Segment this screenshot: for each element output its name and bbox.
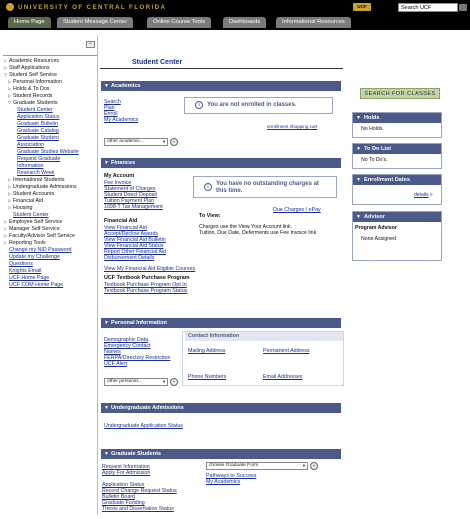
sidebar-item-association[interactable]: Association [17, 142, 45, 148]
to-view-label: To View: [199, 213, 221, 219]
mailing-address-link[interactable]: Mailing Address [188, 348, 226, 354]
aid-links [104, 225, 166, 261]
ucf-badge[interactable]: UCF [353, 3, 371, 11]
my-academics-link-2[interactable]: My Academics [206, 479, 241, 485]
sidebar-item-undergraduate-admissions[interactable]: ▷ Undergraduate Admissions [8, 184, 77, 190]
ferpa-link[interactable]: FERPA/Directory Restriction [104, 355, 171, 361]
collapsed-arrow-icon: ▷ [8, 191, 12, 196]
sidebar-item-staff-applications[interactable]: ▷ Staff Applications [4, 65, 50, 71]
charges-info-text: You have no outstanding charges at this time. [216, 181, 319, 194]
sidebar-item-student-center-2[interactable]: Student Center [13, 212, 49, 218]
demographic-data-link[interactable]: Demographic Data [104, 337, 149, 343]
collapsed-arrow-icon: ▷ [8, 86, 12, 91]
undergrad-admissions-header[interactable]: ▼ Undergraduate Admissions [101, 403, 341, 413]
enrollment-cart-link[interactable]: enrollment shopping cart [267, 124, 318, 129]
request-information-link[interactable]: Request Information [102, 464, 150, 470]
graduate-right-links [206, 473, 256, 485]
graduate-links-2 [102, 482, 177, 512]
sidebar-item-knights-email[interactable]: Knights Email [9, 268, 42, 274]
graduate-form-select[interactable]: choose Graduate Form ▼ [206, 462, 308, 470]
names-link[interactable]: Names [104, 349, 121, 355]
collapsed-arrow-icon: ▷ [8, 198, 12, 203]
phone-numbers-link[interactable]: Phone Numbers [188, 374, 227, 380]
expanded-arrow-icon: ▼ [104, 405, 109, 411]
ucf-alert-link[interactable]: UCF Alert [104, 361, 127, 367]
sidebar-item-graduate-studies-website[interactable]: Graduate Studies Website [17, 149, 79, 155]
plan-link[interactable]: Plan [104, 105, 115, 111]
sidebar-item-financial-aid[interactable]: ▷ Financial Aid [8, 198, 44, 204]
sidebar-item-ucf-com-home-page[interactable]: UCF COM Home Page [9, 282, 64, 288]
sidebar-item-faculty-advisor[interactable]: ▷ Faculty/Advisor Self Service [4, 233, 75, 239]
application-status-link[interactable]: Application Status [102, 482, 145, 488]
thesis-dissertation-status-link[interactable]: Thesis and Dissertation Status [102, 506, 174, 512]
finances-header[interactable]: ▼ Finances [101, 158, 341, 168]
eligible-courses-link[interactable]: View My Financial Aid Eligible Courses [104, 266, 196, 272]
collapsed-arrow-icon: ▷ [4, 226, 8, 231]
my-academics-link[interactable]: My Academics [104, 117, 139, 123]
collapsed-arrow-icon: ▷ [4, 219, 8, 224]
other-personal-select[interactable]: other personal... ▼ [104, 378, 168, 386]
collapsed-arrow-icon: ▷ [4, 240, 8, 245]
expanded-arrow-icon: ▼ [104, 160, 109, 166]
advisor-panel [352, 211, 442, 261]
sidebar-item-change-nid-password[interactable]: Change my NID Password [9, 247, 72, 253]
expanded-arrow-icon: ▼ [356, 177, 361, 183]
holds-panel [352, 112, 442, 138]
ucf-logo-icon[interactable] [6, 3, 14, 11]
program-advisor-label: Program Advisor [355, 225, 397, 231]
direct-deposit-link[interactable]: Student Direct Deposit [104, 192, 157, 198]
expanded-arrow-icon: ▽ [8, 100, 12, 105]
to-view-line-2: Tuition, Due Date, Deferments use Fee Invoice link. [199, 230, 318, 236]
fee-invoice-link[interactable]: Fee Invoice [104, 180, 132, 186]
academics-links [104, 99, 138, 123]
sidebar-item-manager-self-service[interactable]: ▷ Manager Self Service [4, 226, 60, 232]
email-addresses-link[interactable]: Email Addresses [263, 374, 303, 380]
university-name[interactable]: UNIVERSITY OF CENTRAL FLORIDA [18, 3, 167, 11]
personal-info-header[interactable]: ▼ Personal Information [101, 318, 341, 328]
sidebar-item-academic-resources[interactable]: ▷ Academic Resources [4, 58, 60, 64]
collapsed-arrow-icon: ▷ [8, 79, 12, 84]
todo-header[interactable]: ▼ To Do List [353, 144, 441, 154]
page-title: Student Center [132, 59, 183, 66]
aid-status-link[interactable]: View Financial Aid Status [104, 243, 164, 249]
collapsed-arrow-icon: ▷ [4, 65, 8, 70]
advisor-text: None Assigned [361, 236, 396, 242]
sidebar-separator [97, 35, 98, 515]
apply-for-admission-link[interactable]: Apply For Admission [102, 470, 151, 476]
academics-header[interactable]: ▼ Academics [101, 81, 341, 91]
contact-info-header: Contact Information [185, 332, 343, 341]
report-other-aid-link[interactable]: Report Other Financial Aid [104, 249, 167, 255]
collapsed-arrow-icon: ▷ [4, 233, 8, 238]
info-icon: i [195, 101, 203, 109]
sidebar-item-update-challenge[interactable]: Update my Challenge [9, 254, 60, 260]
emergency-contact-link[interactable]: Emergency Contact [104, 343, 151, 349]
sidebar-item-research-week[interactable]: Research Week [17, 170, 55, 176]
tab-informational-resources[interactable]: Informational Resources [276, 17, 351, 28]
graduate-students-header[interactable]: ▼ Graduate Students [101, 449, 341, 459]
enrollment-dates-header[interactable]: ▼ Enrollment Dates [353, 175, 441, 185]
sidebar-item-graduate-bulletin[interactable]: Graduate Bulletin [17, 121, 58, 127]
statement-of-charges-link[interactable]: Statement of Charges [104, 186, 156, 192]
personal-links [104, 337, 170, 367]
sidebar-item-housing[interactable]: ▷ Housing [8, 205, 33, 211]
graduate-funding-link[interactable]: Graduate Funding [102, 500, 145, 506]
sidebar-item-graduate-students[interactable]: ▽ Graduate Students [8, 100, 58, 106]
sidebar-item-student-records[interactable]: ▷ Student Records [8, 93, 53, 99]
sidebar-item-student-accounts[interactable]: ▷ Student Accounts [8, 191, 55, 197]
expanded-arrow-icon: ▼ [356, 115, 361, 121]
sidebar-item-student-center[interactable]: Student Center [17, 107, 53, 113]
my-account-label: My Account [104, 173, 135, 179]
chevron-down-icon: ▼ [302, 463, 306, 468]
to-view-line-1: Charges use the View Your Account link. [199, 224, 293, 230]
search-link[interactable]: Search [104, 99, 121, 105]
textbook-status-link[interactable]: Textbook Purchase Program Status [104, 288, 188, 294]
academics-go-button[interactable]: » [170, 138, 178, 146]
graduate-links [102, 464, 150, 476]
charges-info-box [193, 176, 337, 198]
collapse-menu-icon[interactable]: − [86, 41, 95, 48]
top-banner [0, 0, 470, 14]
holds-header[interactable]: ▼ Holds [353, 113, 441, 123]
tab-student-message-center[interactable]: Student Message Center [57, 17, 133, 28]
collapsed-arrow-icon: ▷ [8, 205, 12, 210]
sidebar-item-request-graduate[interactable]: Request Graduate [17, 156, 61, 162]
undergrad-application-status-link[interactable]: Undergraduate Application Status [104, 423, 183, 429]
permanent-address-link[interactable]: Permanent Address [263, 348, 310, 354]
collapsed-arrow-icon: ▷ [4, 58, 8, 63]
sidebar-item-graduate-student[interactable]: Graduate Student [17, 135, 59, 141]
chevron-right-icon: » [429, 192, 433, 198]
expanded-arrow-icon: ▼ [104, 320, 109, 326]
tax-management-link[interactable]: 1098-T Tax Management [104, 204, 163, 210]
enrollment-info-box [184, 97, 333, 114]
enrollment-dates-panel [352, 174, 442, 205]
disbursement-details-link[interactable]: Disbursement Details [104, 255, 155, 261]
collapsed-arrow-icon: ▷ [8, 184, 12, 189]
sidebar-item-application-status[interactable]: Application Status [17, 114, 60, 120]
graduate-go-button[interactable]: » [310, 462, 318, 470]
enroll-link[interactable]: Enroll [104, 111, 118, 117]
aid-bulletin-link[interactable]: View Financial Aid Bulletin [104, 237, 166, 243]
search-input[interactable] [398, 3, 458, 12]
search-go-button[interactable] [459, 4, 467, 11]
bulletin-board-link[interactable]: Bulletin Board [102, 494, 135, 500]
collapsed-arrow-icon: ▷ [8, 93, 12, 98]
view-financial-aid-link[interactable]: View Financial Aid [104, 225, 147, 231]
financial-aid-label: Financial Aid [104, 218, 138, 224]
expanded-arrow-icon: ▼ [104, 83, 109, 89]
sidebar-item-personal-information[interactable]: ▷ Personal Information [8, 79, 62, 85]
expanded-arrow-icon: ▼ [104, 451, 109, 457]
sidebar-item-international-students[interactable]: ▷ International Students [8, 177, 65, 183]
sidebar-item-holds-todos[interactable]: ▷ Holds & To Dos [8, 86, 50, 92]
textbook-opt-in-link[interactable]: Textbook Purchase Program Opt In [104, 282, 187, 288]
sidebar-divider [3, 55, 97, 56]
personal-go-button[interactable]: » [170, 378, 178, 386]
sidebar-item-student-self-service[interactable]: ▽ Student Self Service [4, 72, 57, 78]
tuition-payment-plan-link[interactable]: Tuition Payment Plan [104, 198, 155, 204]
expanded-arrow-icon: ▼ [356, 214, 361, 220]
info-icon: i [204, 183, 212, 191]
sidebar-item-reporting-tools[interactable]: ▷ Reporting Tools [4, 240, 46, 246]
account-links [104, 180, 163, 210]
expanded-arrow-icon: ▼ [356, 146, 361, 152]
sidebar-item-ucf-home-page[interactable]: UCF Home Page [9, 275, 50, 281]
sidebar-item-graduate-catalog[interactable]: Graduate Catalog [17, 128, 59, 134]
chevron-down-icon: ▼ [162, 379, 166, 384]
textbook-links [104, 282, 187, 294]
enrollment-info-text: You are not enrolled in classes. [207, 102, 297, 108]
tab-home-page[interactable]: Home Page [8, 17, 51, 28]
other-academic-select[interactable]: other academic... ▼ [104, 138, 168, 146]
todo-panel [352, 143, 442, 169]
pathways-to-success-link[interactable]: Pathways to Success [206, 473, 257, 479]
tab-dashboards[interactable]: Dashboards [223, 17, 266, 28]
tab-online-course-tools[interactable]: Online Course Tools [147, 17, 211, 28]
due-charges-epay-link[interactable]: Due Charges / ePay [273, 207, 321, 213]
record-change-status-link[interactable]: Record Change Request Status [102, 488, 177, 494]
sidebar-item-questions[interactable]: Questions [9, 261, 33, 267]
textbook-program-label: UCF Textbook Purchase Program [104, 275, 190, 281]
advisor-header[interactable]: ▼ Advisor [353, 212, 441, 222]
sidebar-item-employee-self-service[interactable]: ▷ Employee Self Service [4, 219, 63, 225]
accept-decline-awards-link[interactable]: Accept/Decline Awards [104, 231, 159, 237]
todo-text: No To Do's. [361, 157, 388, 163]
title-underline [100, 68, 343, 69]
enrollment-details-link[interactable]: details » [414, 192, 433, 198]
search-for-classes-button[interactable]: SEARCH FOR CLASSES [360, 88, 440, 99]
sidebar-item-information[interactable]: Information [17, 163, 44, 169]
holds-text: No Holds. [361, 126, 384, 132]
expanded-arrow-icon: ▽ [4, 72, 8, 77]
chevron-down-icon: ▼ [162, 139, 166, 144]
collapsed-arrow-icon: ▷ [8, 177, 12, 182]
